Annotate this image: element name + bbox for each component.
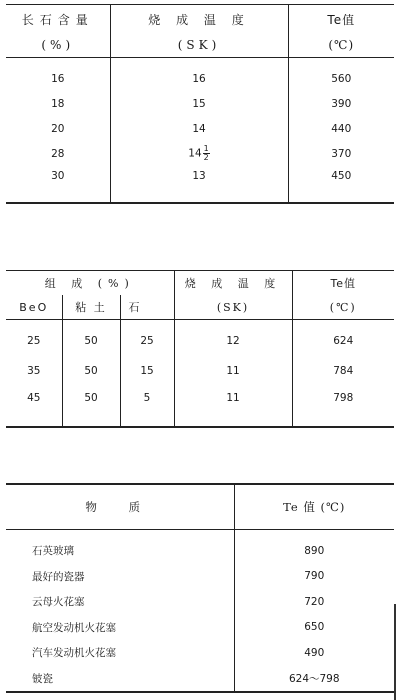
te-cell: 390 [331,97,352,110]
feldspar-content-header: 长石含量 [6,5,110,34]
te-cell: 790 [304,570,325,583]
beo-cell: 45 [6,386,62,427]
table-row [6,356,394,386]
te-cell: 720 [304,595,325,608]
te-cell: 650 [304,621,325,634]
table-row [6,589,394,615]
clay-cell: 50 [62,386,120,427]
material-te-table [6,483,394,693]
firing-temp-cell: 14 [110,116,288,141]
material-cell: 石英玻璃 [6,538,234,564]
feldspar-cell: 18 [6,91,110,116]
table-row [6,564,394,590]
te-cell: 890 [304,544,325,557]
fraction-denominator: 2 [203,153,209,162]
material-cell: 云母火花塞 [6,589,234,615]
firing-temp-cell: 12 [174,326,292,356]
table-row [6,66,394,91]
page-edge-line [394,604,396,700]
material-header: 物 质 [6,484,234,530]
feldspar-te-table [6,4,394,204]
table-row [6,91,394,116]
feldspar-cell: 20 [6,116,110,141]
te-value-header: Te值 [327,12,356,27]
table-row [6,141,394,166]
firing-temp-unit: (SK) [110,33,288,58]
firing-temp-cell: 11 [174,356,292,386]
te-cell: 624～798 [288,672,340,685]
feldspar-cell: 16 [6,66,110,91]
te-cell: 370 [331,147,352,160]
firing-temp-header: 烧 成 温 度 [174,271,292,296]
stone-header: 石 [120,295,174,320]
table-row [6,538,394,564]
te-cell: 440 [331,122,352,135]
beo-ceramic-te-table [6,270,394,428]
te-cell: 490 [304,646,325,659]
table1-header-row [6,5,394,34]
feldspar-unit: (%) [6,33,110,58]
table2-subheader-row [6,295,394,320]
te-cell: 798 [333,392,354,404]
feldspar-cell: 30 [6,166,110,203]
te-value-header: Te 值 (℃) [234,484,394,530]
clay-header: 粘 土 [62,295,120,320]
te-cell: 560 [331,72,352,85]
table-row [6,116,394,141]
table-row [6,640,394,666]
clay-cell: 50 [62,356,120,386]
te-unit: (℃) [292,295,394,320]
material-cell: 铍瓷 [6,666,234,693]
beo-cell: 35 [6,356,62,386]
firing-temp-cell: 15 [110,91,288,116]
firing-temp-header: 烧 成 温 度 [110,5,288,34]
firing-temp-cell: 13 [110,166,288,203]
composition-header: 组 成 (%) [6,271,174,296]
material-cell: 航空发动机火花塞 [6,615,234,641]
material-cell: 最好的瓷器 [6,564,234,590]
firing-temp-cell: 16 [110,66,288,91]
te-cell: 624 [333,335,354,347]
stone-cell: 25 [120,326,174,356]
table2-header-row [6,271,394,296]
firing-temp-fraction [203,145,210,162]
table-row [6,166,394,203]
firing-temp-cell [110,141,288,166]
firing-temp-cell: 11 [174,386,292,427]
te-unit: (℃) [288,33,394,58]
table-row [6,386,394,427]
stone-cell: 5 [120,386,174,427]
beo-header: BeO [6,295,62,320]
stone-cell: 15 [120,356,174,386]
feldspar-cell: 28 [6,141,110,166]
clay-cell: 50 [62,326,120,356]
firing-temp-unit: (SK) [174,295,292,320]
te-cell: 450 [331,170,352,182]
table-row [6,666,394,693]
table3-header-row [6,484,394,530]
table-row [6,615,394,641]
beo-cell: 25 [6,326,62,356]
firing-temp-whole: 14 [188,147,202,160]
fraction-numerator: 1 [203,144,209,153]
table1-unit-row [6,33,394,58]
table-row [6,326,394,356]
te-cell: 784 [333,365,354,377]
te-value-header: Te值 [330,277,357,290]
material-cell: 汽车发动机火花塞 [6,640,234,666]
